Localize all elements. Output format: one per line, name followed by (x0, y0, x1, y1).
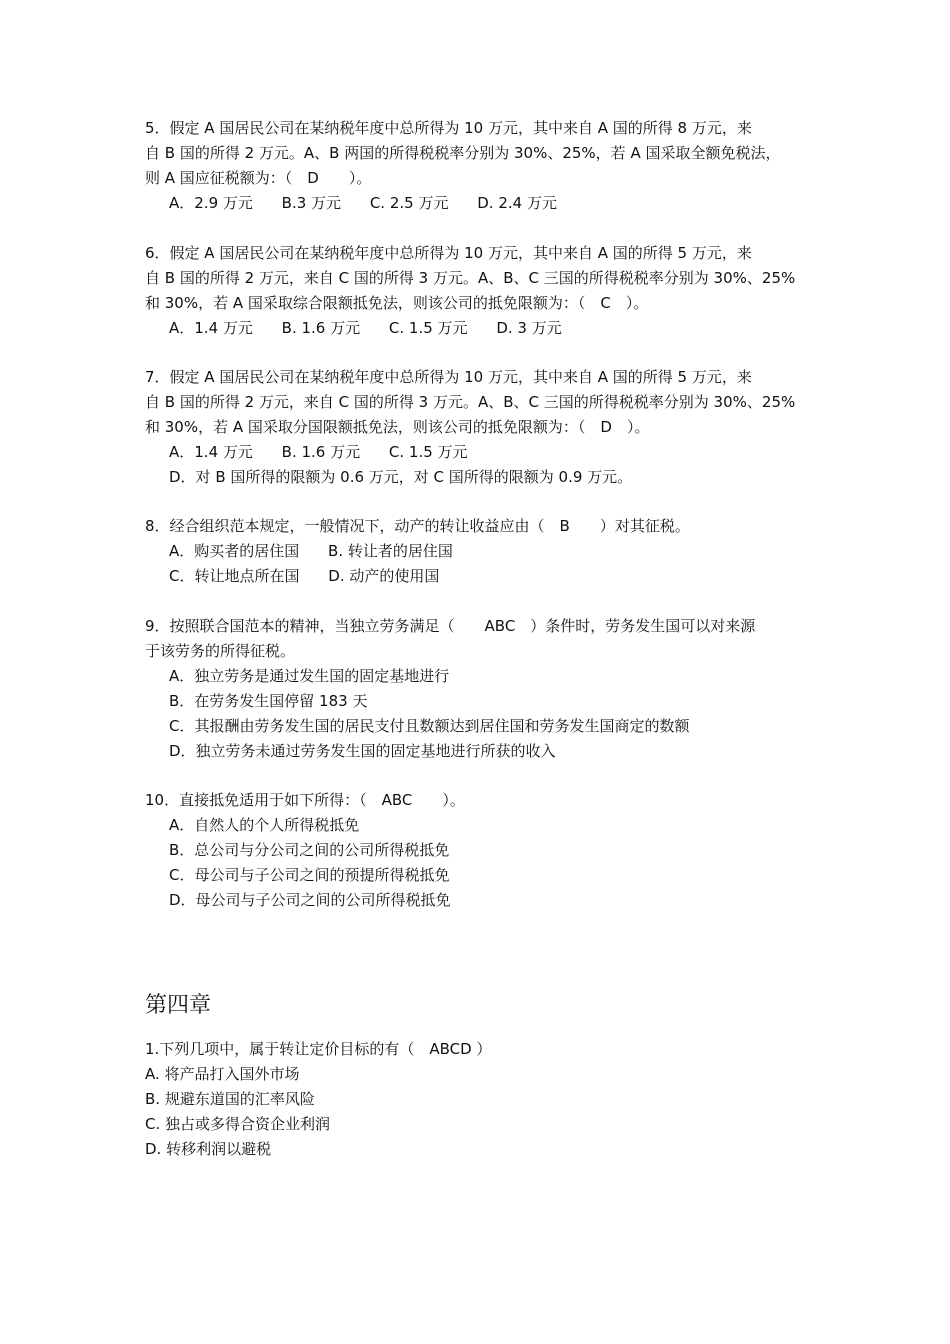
question-9-option-b: B．在劳务发生国停留 183 天 (169, 692, 368, 710)
question-10-option-b: B．总公司与分公司之间的公司所得税抵免 (169, 841, 450, 859)
question-10-line-1: 10．直接抵免适用于如下所得：（ ABC ）。 (145, 791, 465, 809)
chapter-4-question-1-option-c: C. 独占或多得合资企业利润 (145, 1115, 331, 1133)
question-7-line-3: 和 30%，若 A 国采取分国限额抵免法，则该公司的抵免限额为：（ D ）。 (145, 418, 650, 436)
question-7 (145, 365, 810, 490)
question-5-option-c: C. 2.5 万元 (369, 194, 449, 212)
question-9-line-1: 9．按照联合国范本的精神，当独立劳务满足（ ABC ）条件时，劳务发生国可以对来源 (145, 617, 756, 635)
question-10-option-c: C．母公司与子公司之间的预提所得税抵免 (169, 866, 450, 884)
question-9-line-2: 于该劳务的所得征税。 (145, 642, 296, 660)
question-7-option-c: C. 1.5 万元 (388, 443, 468, 461)
question-8-option-c: C．转让地点所在国 (169, 567, 300, 585)
chapter-heading: 第四章 (145, 993, 212, 1018)
chapter-4-question-1-option-d: D. 转移利润以避税 (145, 1140, 272, 1158)
question-5-line-2: 自 B 国的所得 2 万元。A、B 两国的所得税税率分别为 30%、25%，若 A 国采取全额免税法， (145, 144, 781, 162)
question-6 (145, 241, 810, 341)
question-7-line-2: 自 B 国的所得 2 万元，来自 C 国的所得 3 万元。A、B、C 三国的所得税税率分别为 30%、25% (145, 393, 796, 411)
question-5-line-3: 则 A 国应征税额为：（ D ）。 (145, 169, 372, 187)
question-6-options (145, 316, 810, 341)
question-5-option-b: B.3 万元 (281, 194, 342, 212)
question-8-options-row-1 (145, 539, 810, 564)
question-6-line-2: 自 B 国的所得 2 万元，来自 C 国的所得 3 万元。A、B、C 三国的所得税税率分别为 30%、25% (145, 269, 796, 287)
chapter-4-question-1-option-a: A. 将产品打入国外市场 (145, 1065, 300, 1083)
question-6-option-c: C. 1.5 万元 (388, 319, 468, 337)
question-7-option-d: D．对 B 国所得的限额为 0.6 万元，对 C 国所得的限额为 0.9 万元。 (169, 468, 633, 486)
question-5 (145, 116, 810, 216)
question-8-options-row-2 (145, 564, 810, 589)
question-6-line-1: 6．假定 A 国居民公司在某纳税年度中总所得为 10 万元，其中来自 A 国的所得 5 万元，来 (145, 244, 752, 262)
chapter-4-question-1-option-b: B. 规避东道国的汇率风险 (145, 1090, 315, 1108)
question-5-options (145, 191, 810, 216)
question-8-option-a: A．购买者的居住国 (169, 542, 300, 560)
question-8-option-d: D. 动产的使用国 (328, 567, 440, 585)
question-7-option-a: A．1.4 万元 (169, 443, 253, 461)
question-8-option-b: B. 转让者的居住国 (328, 542, 453, 560)
question-9-option-d: D．独立劳务未通过劳务发生国的固定基地进行所获的收入 (169, 742, 556, 760)
chapter-4-question-1-line-1: 1.下列几项中，属于转让定价目标的有（ ABCD ） (145, 1040, 492, 1058)
question-10-option-d: D．母公司与子公司之间的公司所得税抵免 (169, 891, 451, 909)
question-6-option-d: D. 3 万元 (496, 319, 562, 337)
question-6-option-a: A．1.4 万元 (169, 319, 253, 337)
question-10-option-a: A．自然人的个人所得税抵免 (169, 816, 360, 834)
question-5-line-1: 5．假定 A 国居民公司在某纳税年度中总所得为 10 万元，其中来自 A 国的所得 8 万元，来 (145, 119, 752, 137)
question-7-options (145, 440, 810, 465)
chapter-4-question-1 (145, 1037, 810, 1162)
question-9 (145, 614, 810, 764)
question-8-line-1: 8．经合组织范本规定，一般情况下，动产的转让收益应由（ B ）对其征税。 (145, 517, 690, 535)
question-7-option-b: B. 1.6 万元 (281, 443, 361, 461)
question-6-option-b: B. 1.6 万元 (281, 319, 361, 337)
question-7-line-1: 7．假定 A 国居民公司在某纳税年度中总所得为 10 万元，其中来自 A 国的所得 5 万元，来 (145, 368, 752, 386)
question-8 (145, 514, 810, 589)
question-6-line-3: 和 30%，若 A 国采取综合限额抵免法，则该公司的抵免限额为：（ C ）。 (145, 294, 649, 312)
question-10 (145, 788, 810, 913)
question-9-option-c: C．其报酬由劳务发生国的居民支付且数额达到居住国和劳务发生国商定的数额 (169, 717, 690, 735)
question-5-option-d: D. 2.4 万元 (477, 194, 557, 212)
question-9-option-a: A．独立劳务是通过发生国的固定基地进行 (169, 667, 450, 685)
question-5-option-a: A．2.9 万元 (169, 194, 253, 212)
